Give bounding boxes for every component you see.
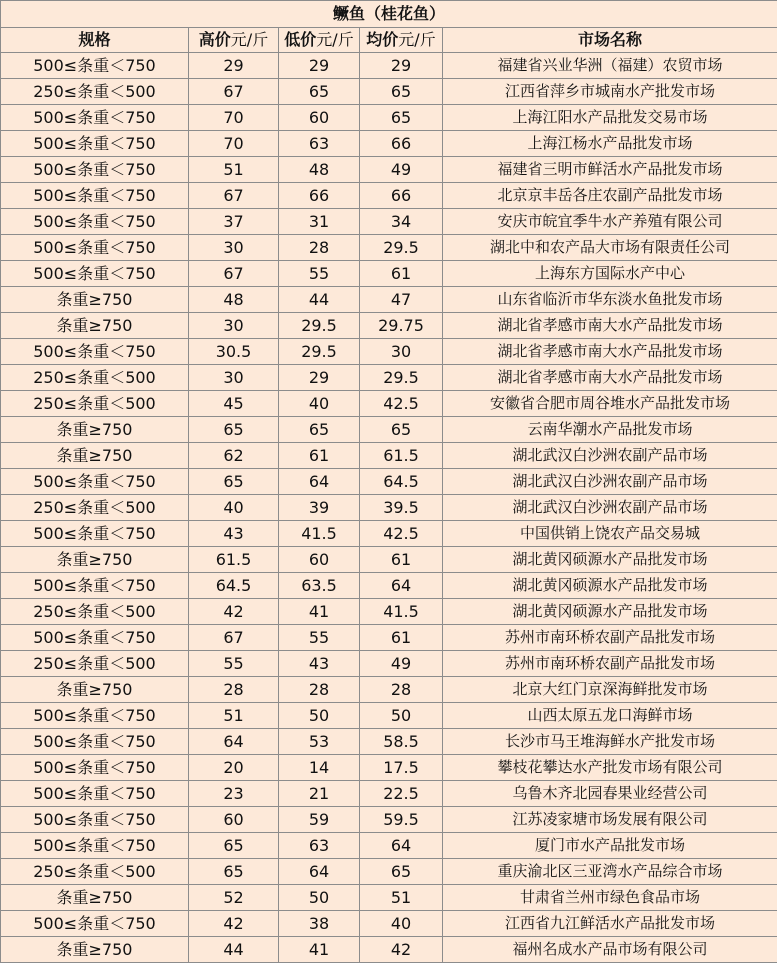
table-row [1, 209, 777, 235]
spec-cell: 500≤条重＜750 [1, 781, 189, 807]
avg-price-cell: 61 [360, 625, 443, 651]
market-cell: 湖北中和农产品大市场有限责任公司 [443, 235, 777, 261]
table-row [1, 365, 777, 391]
low-price-cell: 63 [279, 833, 360, 859]
spec-cell: 500≤条重＜750 [1, 209, 189, 235]
avg-price-cell: 61.5 [360, 443, 443, 469]
avg-price-cell: 17.5 [360, 755, 443, 781]
low-price-cell: 28 [279, 677, 360, 703]
spec-cell: 250≤条重＜500 [1, 79, 189, 105]
spec-cell: 500≤条重＜750 [1, 183, 189, 209]
spec-cell: 500≤条重＜750 [1, 625, 189, 651]
table-row [1, 755, 777, 781]
spec-cell: 500≤条重＜750 [1, 729, 189, 755]
spec-cell: 500≤条重＜750 [1, 807, 189, 833]
table-title: 鳜鱼（桂花鱼） [1, 1, 777, 28]
low-price-cell: 66 [279, 183, 360, 209]
avg-price-cell: 39.5 [360, 495, 443, 521]
low-price-cell: 61 [279, 443, 360, 469]
high-price-cell: 67 [189, 625, 279, 651]
avg-price-cell: 64.5 [360, 469, 443, 495]
market-cell: 江西省萍乡市城南水产批发市场 [443, 79, 777, 105]
table-row [1, 625, 777, 651]
high-price-cell: 70 [189, 131, 279, 157]
avg-price-cell: 42 [360, 937, 443, 963]
high-price-cell: 60 [189, 807, 279, 833]
market-cell: 长沙市马王堆海鲜水产批发市场 [443, 729, 777, 755]
high-price-cell: 65 [189, 859, 279, 885]
low-price-cell: 29 [279, 53, 360, 79]
header-avg [360, 28, 443, 53]
low-price-cell: 50 [279, 885, 360, 911]
high-price-cell: 67 [189, 261, 279, 287]
avg-price-cell: 59.5 [360, 807, 443, 833]
high-price-cell: 23 [189, 781, 279, 807]
table-row [1, 495, 777, 521]
avg-price-cell: 50 [360, 703, 443, 729]
market-cell: 云南华潮水产品批发市场 [443, 417, 777, 443]
high-price-cell: 51 [189, 157, 279, 183]
table-row [1, 651, 777, 677]
low-price-cell: 60 [279, 105, 360, 131]
avg-price-cell: 29 [360, 53, 443, 79]
market-cell: 攀枝花攀达水产批发市场有限公司 [443, 755, 777, 781]
header-spec: 规格 [1, 28, 189, 53]
table-row [1, 469, 777, 495]
high-price-cell: 30.5 [189, 339, 279, 365]
header-low-label: 低价 [284, 30, 317, 49]
avg-price-cell: 42.5 [360, 391, 443, 417]
low-price-cell: 63 [279, 131, 360, 157]
market-cell: 上海江杨水产品批发市场 [443, 131, 777, 157]
high-price-cell: 65 [189, 833, 279, 859]
table-row [1, 521, 777, 547]
low-price-cell: 60 [279, 547, 360, 573]
avg-price-cell: 66 [360, 131, 443, 157]
table-row [1, 781, 777, 807]
low-price-cell: 29.5 [279, 339, 360, 365]
spec-cell: 500≤条重＜750 [1, 235, 189, 261]
low-price-cell: 55 [279, 261, 360, 287]
market-cell: 上海江阳水产品批发交易市场 [443, 105, 777, 131]
low-price-cell: 64 [279, 859, 360, 885]
avg-price-cell: 65 [360, 417, 443, 443]
spec-cell: 250≤条重＜500 [1, 365, 189, 391]
avg-price-cell: 64 [360, 833, 443, 859]
spec-cell: 500≤条重＜750 [1, 703, 189, 729]
market-cell: 湖北黄冈硕源水产品批发市场 [443, 573, 777, 599]
table-row [1, 391, 777, 417]
market-cell: 湖北武汉白沙洲农副产品市场 [443, 469, 777, 495]
avg-price-cell: 41.5 [360, 599, 443, 625]
high-price-cell: 70 [189, 105, 279, 131]
table-row [1, 729, 777, 755]
market-cell: 北京大红门京深海鲜批发市场 [443, 677, 777, 703]
header-low-unit: 元/斤 [316, 30, 354, 49]
spec-cell: 条重≥750 [1, 885, 189, 911]
market-cell: 乌鲁木齐北园春果业经营公司 [443, 781, 777, 807]
high-price-cell: 29 [189, 53, 279, 79]
low-price-cell: 29.5 [279, 313, 360, 339]
table-row [1, 937, 777, 963]
table-row [1, 859, 777, 885]
spec-cell: 条重≥750 [1, 443, 189, 469]
spec-cell: 500≤条重＜750 [1, 573, 189, 599]
spec-cell: 250≤条重＜500 [1, 599, 189, 625]
market-cell: 山西太原五龙口海鲜市场 [443, 703, 777, 729]
spec-cell: 500≤条重＜750 [1, 911, 189, 937]
table-row [1, 79, 777, 105]
high-price-cell: 30 [189, 365, 279, 391]
high-price-cell: 67 [189, 183, 279, 209]
spec-cell: 500≤条重＜750 [1, 521, 189, 547]
table-row [1, 807, 777, 833]
high-price-cell: 45 [189, 391, 279, 417]
high-price-cell: 28 [189, 677, 279, 703]
spec-cell: 500≤条重＜750 [1, 53, 189, 79]
spec-cell: 500≤条重＜750 [1, 131, 189, 157]
avg-price-cell: 66 [360, 183, 443, 209]
table-row [1, 183, 777, 209]
avg-price-cell: 65 [360, 859, 443, 885]
high-price-cell: 37 [189, 209, 279, 235]
table-row [1, 703, 777, 729]
table-row [1, 599, 777, 625]
market-cell: 苏州市南环桥农副产品批发市场 [443, 625, 777, 651]
table-row [1, 287, 777, 313]
spec-cell: 250≤条重＜500 [1, 859, 189, 885]
high-price-cell: 42 [189, 911, 279, 937]
low-price-cell: 41.5 [279, 521, 360, 547]
avg-price-cell: 40 [360, 911, 443, 937]
avg-price-cell: 65 [360, 105, 443, 131]
low-price-cell: 65 [279, 79, 360, 105]
avg-price-cell: 29.5 [360, 365, 443, 391]
avg-price-cell: 42.5 [360, 521, 443, 547]
low-price-cell: 38 [279, 911, 360, 937]
table-row [1, 235, 777, 261]
low-price-cell: 41 [279, 937, 360, 963]
table-row [1, 911, 777, 937]
high-price-cell: 61.5 [189, 547, 279, 573]
low-price-cell: 55 [279, 625, 360, 651]
spec-cell: 条重≥750 [1, 937, 189, 963]
table-row [1, 53, 777, 79]
low-price-cell: 31 [279, 209, 360, 235]
high-price-cell: 62 [189, 443, 279, 469]
table-row [1, 105, 777, 131]
table-row [1, 443, 777, 469]
low-price-cell: 63.5 [279, 573, 360, 599]
header-market: 市场名称 [443, 28, 777, 53]
low-price-cell: 14 [279, 755, 360, 781]
table-row [1, 677, 777, 703]
avg-price-cell: 61 [360, 547, 443, 573]
market-cell: 湖北省孝感市南大水产品批发市场 [443, 339, 777, 365]
low-price-cell: 28 [279, 235, 360, 261]
low-price-cell: 65 [279, 417, 360, 443]
market-cell: 重庆渝北区三亚湾水产品综合市场 [443, 859, 777, 885]
table-title-row [1, 1, 777, 28]
market-cell: 湖北黄冈硕源水产品批发市场 [443, 599, 777, 625]
market-cell: 湖北武汉白沙洲农副产品市场 [443, 443, 777, 469]
spec-cell: 条重≥750 [1, 417, 189, 443]
table-row [1, 573, 777, 599]
market-cell: 湖北黄冈硕源水产品批发市场 [443, 547, 777, 573]
high-price-cell: 42 [189, 599, 279, 625]
spec-cell: 500≤条重＜750 [1, 105, 189, 131]
header-high [189, 28, 279, 53]
header-avg-unit: 元/斤 [398, 30, 436, 49]
low-price-cell: 41 [279, 599, 360, 625]
avg-price-cell: 49 [360, 157, 443, 183]
high-price-cell: 52 [189, 885, 279, 911]
spec-cell: 条重≥750 [1, 547, 189, 573]
avg-price-cell: 22.5 [360, 781, 443, 807]
avg-price-cell: 28 [360, 677, 443, 703]
spec-cell: 条重≥750 [1, 313, 189, 339]
high-price-cell: 64.5 [189, 573, 279, 599]
high-price-cell: 44 [189, 937, 279, 963]
high-price-cell: 51 [189, 703, 279, 729]
spec-cell: 250≤条重＜500 [1, 495, 189, 521]
market-cell: 厦门市水产品批发市场 [443, 833, 777, 859]
spec-cell: 500≤条重＜750 [1, 261, 189, 287]
high-price-cell: 40 [189, 495, 279, 521]
market-cell: 湖北武汉白沙洲农副产品市场 [443, 495, 777, 521]
avg-price-cell: 51 [360, 885, 443, 911]
spec-cell: 条重≥750 [1, 677, 189, 703]
spec-cell: 500≤条重＜750 [1, 833, 189, 859]
high-price-cell: 30 [189, 235, 279, 261]
avg-price-cell: 65 [360, 79, 443, 105]
market-cell: 福建省三明市鲜活水产品批发市场 [443, 157, 777, 183]
avg-price-cell: 29.75 [360, 313, 443, 339]
header-high-unit: 元/斤 [230, 30, 269, 49]
low-price-cell: 21 [279, 781, 360, 807]
table-row [1, 833, 777, 859]
high-price-cell: 30 [189, 313, 279, 339]
market-cell: 福建省兴业华洲（福建）农贸市场 [443, 53, 777, 79]
high-price-cell: 65 [189, 417, 279, 443]
low-price-cell: 40 [279, 391, 360, 417]
market-cell: 福州名成水产品市场有限公司 [443, 937, 777, 963]
table-row [1, 339, 777, 365]
header-low [279, 28, 360, 53]
high-price-cell: 48 [189, 287, 279, 313]
table-header-row [1, 28, 777, 53]
avg-price-cell: 64 [360, 573, 443, 599]
table-row [1, 417, 777, 443]
high-price-cell: 55 [189, 651, 279, 677]
table-row [1, 313, 777, 339]
market-cell: 湖北省孝感市南大水产品批发市场 [443, 313, 777, 339]
market-cell: 甘肃省兰州市绿色食品市场 [443, 885, 777, 911]
spec-cell: 500≤条重＜750 [1, 339, 189, 365]
market-cell: 上海东方国际水产中心 [443, 261, 777, 287]
table-row [1, 261, 777, 287]
spec-cell: 250≤条重＜500 [1, 391, 189, 417]
market-cell: 中国供销上饶农产品交易城 [443, 521, 777, 547]
avg-price-cell: 47 [360, 287, 443, 313]
high-price-cell: 65 [189, 469, 279, 495]
market-cell: 湖北省孝感市南大水产品批发市场 [443, 365, 777, 391]
low-price-cell: 48 [279, 157, 360, 183]
table-row [1, 157, 777, 183]
table-body [1, 53, 777, 963]
low-price-cell: 39 [279, 495, 360, 521]
spec-cell: 500≤条重＜750 [1, 469, 189, 495]
table-row [1, 547, 777, 573]
header-high-label: 高价 [198, 30, 231, 49]
low-price-cell: 50 [279, 703, 360, 729]
avg-price-cell: 61 [360, 261, 443, 287]
low-price-cell: 43 [279, 651, 360, 677]
market-cell: 苏州市南环桥农副产品批发市场 [443, 651, 777, 677]
spec-cell: 500≤条重＜750 [1, 157, 189, 183]
high-price-cell: 67 [189, 79, 279, 105]
avg-price-cell: 34 [360, 209, 443, 235]
avg-price-cell: 30 [360, 339, 443, 365]
spec-cell: 250≤条重＜500 [1, 651, 189, 677]
market-cell: 安庆市皖宜季牛水产养殖有限公司 [443, 209, 777, 235]
low-price-cell: 44 [279, 287, 360, 313]
spec-cell: 500≤条重＜750 [1, 755, 189, 781]
avg-price-cell: 58.5 [360, 729, 443, 755]
low-price-cell: 64 [279, 469, 360, 495]
avg-price-cell: 49 [360, 651, 443, 677]
low-price-cell: 29 [279, 365, 360, 391]
low-price-cell: 59 [279, 807, 360, 833]
high-price-cell: 64 [189, 729, 279, 755]
market-cell: 北京京丰岳各庄农副产品批发市场 [443, 183, 777, 209]
market-cell: 江西省九江鲜活水产品批发市场 [443, 911, 777, 937]
market-cell: 江苏凌家塘市场发展有限公司 [443, 807, 777, 833]
avg-price-cell: 29.5 [360, 235, 443, 261]
table-row [1, 885, 777, 911]
market-cell: 安徽省合肥市周谷堆水产品批发市场 [443, 391, 777, 417]
low-price-cell: 53 [279, 729, 360, 755]
spec-cell: 条重≥750 [1, 287, 189, 313]
header-avg-label: 均价 [366, 30, 399, 49]
high-price-cell: 43 [189, 521, 279, 547]
market-cell: 山东省临沂市华东淡水鱼批发市场 [443, 287, 777, 313]
high-price-cell: 20 [189, 755, 279, 781]
table-row [1, 131, 777, 157]
